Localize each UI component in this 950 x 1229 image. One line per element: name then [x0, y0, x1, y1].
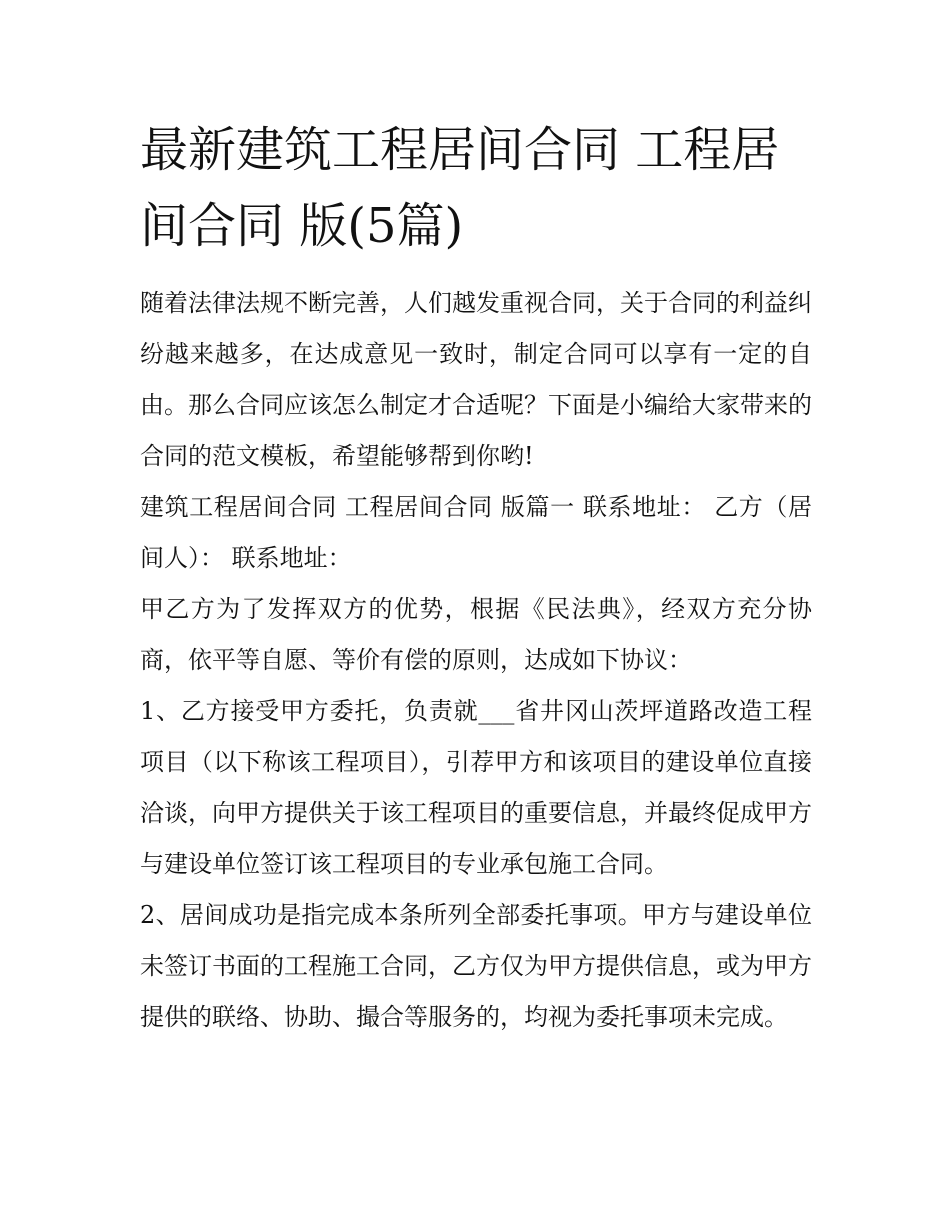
- document-body: [140, 112, 812, 1043]
- paragraph-clause-2: 2、居间成功是指完成本条所列全部委托事项。甲方与建设单位未签订书面的工程施工合同，乙方仅为甲方提供信息，或为甲方提供的联络、协助、撮合等服务的，均视为委托事项未完成。: [140, 901, 812, 1031]
- paragraph-intro: 随着法律法规不断完善，人们越发重视合同，关于合同的利益纠纷越来越多，在达成意见一致时，制定合同可以享有一定的自由。那么合同应该怎么制定才合适呢？下面是小编给大家带来的合同的范文模板，希望能够帮到你哟!: [140, 289, 812, 470]
- document-title: 最新建筑工程居间合同 工程居间合同 版(5篇): [140, 122, 780, 254]
- paragraph-clause-1: 1、乙方接受甲方委托，负责就___省井冈山茨坪道路改造工程项目（以下称该工程项目），引荐甲方和该项目的建设单位直接洽谈，向甲方提供关于该工程项目的重要信息，并最终促成甲方与建设单位签订该工程项目的专业承包施工合同。: [140, 697, 812, 878]
- paragraph-parties: 建筑工程居间合同 工程居间合同 版篇一 联系地址： 乙方（居间人）： 联系地址：: [140, 493, 812, 572]
- paragraph-agreement: 甲乙方为了发挥双方的优势，根据《民法典》，经双方充分协商，依平等自愿、等价有偿的原则，达成如下协议：: [140, 595, 812, 674]
